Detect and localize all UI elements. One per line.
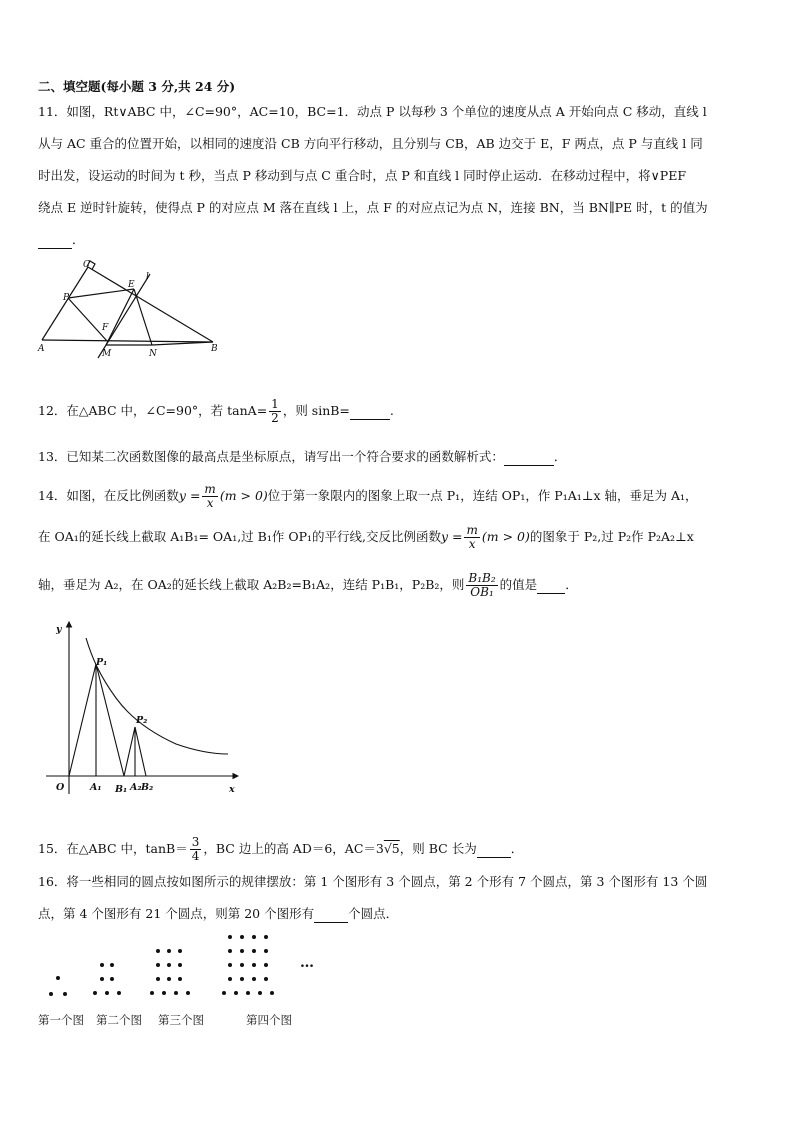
q16-line-1: 16．将一些相同的圆点按如图所示的规律摆放：第 1 个图形有 3 个圆点，第 2 个形有 7 个圆点，第 3 个图形有 13 个圆	[38, 874, 708, 889]
dot	[110, 963, 114, 967]
dot	[49, 992, 53, 996]
function-fraction	[202, 483, 217, 510]
q14-text-2b: 的图象于 P₂,过 P₂作 P₂A₂⊥x	[529, 529, 694, 544]
segment-AB	[42, 340, 213, 342]
fraction-denominator: 2	[271, 411, 279, 425]
dot	[264, 935, 268, 939]
dot	[178, 963, 182, 967]
dot	[167, 977, 171, 981]
dot	[56, 976, 60, 980]
dot	[234, 991, 238, 995]
dot	[252, 977, 256, 981]
answer-blank[interactable]	[477, 841, 511, 858]
label-l: l	[146, 272, 149, 282]
q11-end-mark: ．	[72, 232, 85, 247]
answer-blank[interactable]	[504, 449, 554, 466]
dot	[258, 991, 262, 995]
dot	[240, 935, 244, 939]
segment-P1B1	[96, 664, 124, 776]
q15-line	[38, 836, 523, 863]
fraction-numerator: m	[466, 523, 478, 537]
label-B1: B₁	[115, 784, 128, 795]
hyperbola-curve	[86, 638, 228, 754]
q11-line-4: 绕点 E 逆时针旋转，使得点 P 的对应点 M 落在直线 l 上，点 F 的对应点记为点 N，连接 BN，当 BN∥PE 时，t 的值为	[38, 200, 708, 215]
segment-BN	[152, 342, 213, 345]
fraction-denominator: 4	[191, 849, 200, 863]
dot	[270, 991, 274, 995]
dot	[174, 991, 178, 995]
ratio-numerator: B₁B₂	[468, 571, 496, 585]
fraction-numerator: 3	[191, 835, 200, 849]
dot	[228, 949, 232, 953]
dot	[222, 991, 226, 995]
dot	[162, 991, 166, 995]
q15-text-before: 15．在△ABC 中，tanB＝	[38, 841, 188, 856]
fraction-numerator: m	[204, 482, 216, 496]
function-fraction	[464, 524, 479, 551]
section-title: 二、填空题(每小题 3 分,共 24 分)	[38, 79, 236, 94]
dot-figure-3	[146, 946, 198, 1004]
label-F: F	[102, 323, 109, 333]
label-N: N	[149, 349, 157, 359]
q13-line	[38, 449, 566, 466]
label-x: x	[229, 784, 235, 795]
q12-end-mark: .	[389, 403, 394, 418]
dot	[264, 963, 268, 967]
segment-P2B2	[135, 727, 146, 776]
q14-line-2	[38, 524, 694, 551]
dot	[117, 991, 121, 995]
q11-line-2: 从与 AC 重合的位置开始，以相同的速度沿 CB 方向平行移动，且分别与 CB，AB 边交于 E，F 两点，点 P 与直线 l 同	[38, 136, 703, 151]
ellipsis: …	[300, 955, 314, 971]
caption-figure-1: 第一个图	[38, 1013, 84, 1027]
dot	[156, 977, 160, 981]
label-O: O	[56, 782, 65, 793]
q16-line-2	[38, 906, 398, 923]
label-B2: B₂	[141, 782, 154, 793]
dot	[150, 991, 154, 995]
segment-PF	[68, 298, 107, 341]
label-A: A	[38, 344, 45, 354]
caption-figure-4: 第四个图	[246, 1013, 292, 1027]
dot	[178, 949, 182, 953]
q16-text-2a: 点，第 4 个图形有 21 个圆点，则第 20 个图形有	[38, 906, 315, 921]
label-P2: P₂	[136, 715, 148, 726]
dot	[100, 963, 104, 967]
fraction-numerator: 1	[271, 397, 279, 411]
answer-blank[interactable]	[314, 906, 348, 923]
answer-blank[interactable]	[38, 232, 72, 249]
q14-text-1a: 14．如图，在反比例函数	[38, 488, 179, 503]
label-P: P	[63, 293, 70, 303]
q14-text-3a: 轴，垂足为 A₂，在 OA₂的延长线上截取 A₂B₂=B₁A₂，连结 P₁B₁，P₂B₂，则	[38, 577, 465, 592]
q14-text-1b: 位于第一象限内的图象上取一点 P₁，连结 OP₁，作 P₁A₁⊥x 轴，垂足为 A₁，	[267, 488, 698, 503]
dot	[264, 977, 268, 981]
function-condition: (m > 0)	[219, 488, 268, 503]
q14-line-1	[38, 483, 698, 510]
segment-PE	[68, 289, 134, 298]
sqrt-five: √5	[383, 841, 400, 856]
dot	[228, 977, 232, 981]
q12-text-before: 12．在△ABC 中，∠C=90°，若 tanA=	[38, 403, 268, 418]
dot	[240, 963, 244, 967]
dot	[252, 949, 256, 953]
ratio-fraction	[466, 572, 497, 599]
dot	[156, 963, 160, 967]
dot	[105, 991, 109, 995]
q13-text: 13．已知某二次函数图像的最高点是坐标原点，请写出一个符合要求的函数解析式：	[38, 449, 504, 464]
segment-B1P2	[124, 727, 135, 776]
q12-line	[38, 398, 394, 425]
dot-figure-2	[90, 960, 130, 1004]
label-C: C	[83, 260, 90, 270]
q11-line-5	[38, 232, 85, 249]
dot	[156, 949, 160, 953]
dot	[252, 963, 256, 967]
function-condition: (m > 0)	[481, 529, 530, 544]
label-y: y	[56, 624, 62, 635]
ratio-denominator: OB₁	[470, 585, 494, 599]
segment-OP1	[69, 664, 96, 776]
segment-EN	[134, 289, 152, 345]
segment-EM	[106, 289, 134, 345]
q14-end-mark: ．	[565, 577, 578, 592]
q14-text-3b: 的值是	[499, 577, 538, 592]
q15-end-mark: ．	[510, 841, 524, 856]
label-B: B	[211, 344, 218, 354]
fraction-denominator: x	[468, 537, 476, 551]
dot	[110, 977, 114, 981]
q12-fraction	[269, 398, 281, 425]
dot	[246, 991, 250, 995]
q11-line-3: 时出发，设运动的时间为 t 秒，当点 P 移动到与点 C 重合时，点 P 和直线 l 同时停止运动．在移动过程中，将∨PEF	[38, 168, 686, 183]
dot-figure-4	[216, 932, 288, 1004]
q14-line-3	[38, 572, 578, 599]
label-A1: A₁	[90, 782, 102, 793]
dot	[167, 963, 171, 967]
label-E: E	[128, 280, 135, 290]
q14-figure	[36, 616, 248, 800]
dot	[63, 992, 67, 996]
dot	[240, 977, 244, 981]
label-A2: A₂	[130, 782, 142, 793]
q12-text-after: ，则 sinB=	[282, 403, 350, 418]
q16-text-2b: 个圆点．	[348, 906, 399, 921]
q11-line-1: 11．如图，Rt∨ABC 中，∠C=90°，AC=10，BC=1．动点 P 以每秒 3 个单位的速度从点 A 开始向点 C 移动，直线 l	[38, 104, 707, 119]
dot-figure-1	[45, 974, 75, 1002]
dot	[93, 991, 97, 995]
function-lhs: y =	[440, 529, 463, 544]
q15-text-mid: ，BC 边上的高 AD＝6，AC＝3	[203, 841, 384, 856]
q11-figure	[30, 258, 230, 362]
dot	[228, 935, 232, 939]
q14-text-2a: 在 OA₁的延长线上截取 A₁B₁= OA₁,过 B₁作 OP₁的平行线,交反比例函数	[38, 529, 441, 544]
segment-AC	[42, 267, 88, 340]
dot	[228, 963, 232, 967]
caption-figure-2: 第二个图	[96, 1013, 142, 1027]
answer-blank[interactable]	[537, 577, 565, 594]
label-P1: P₁	[96, 657, 108, 668]
dot	[264, 949, 268, 953]
q15-text-after: ，则 BC 长为	[399, 841, 477, 856]
q13-end-mark: ．	[553, 449, 567, 464]
answer-blank[interactable]	[350, 403, 390, 420]
dot	[186, 991, 190, 995]
dot	[167, 949, 171, 953]
function-lhs: y =	[178, 488, 201, 503]
fraction-denominator: x	[206, 496, 214, 510]
dot	[100, 977, 104, 981]
q15-fraction	[190, 836, 202, 863]
dot	[252, 935, 256, 939]
dot	[240, 949, 244, 953]
caption-figure-3: 第三个图	[158, 1013, 204, 1027]
label-M: M	[102, 349, 112, 359]
dot	[178, 977, 182, 981]
